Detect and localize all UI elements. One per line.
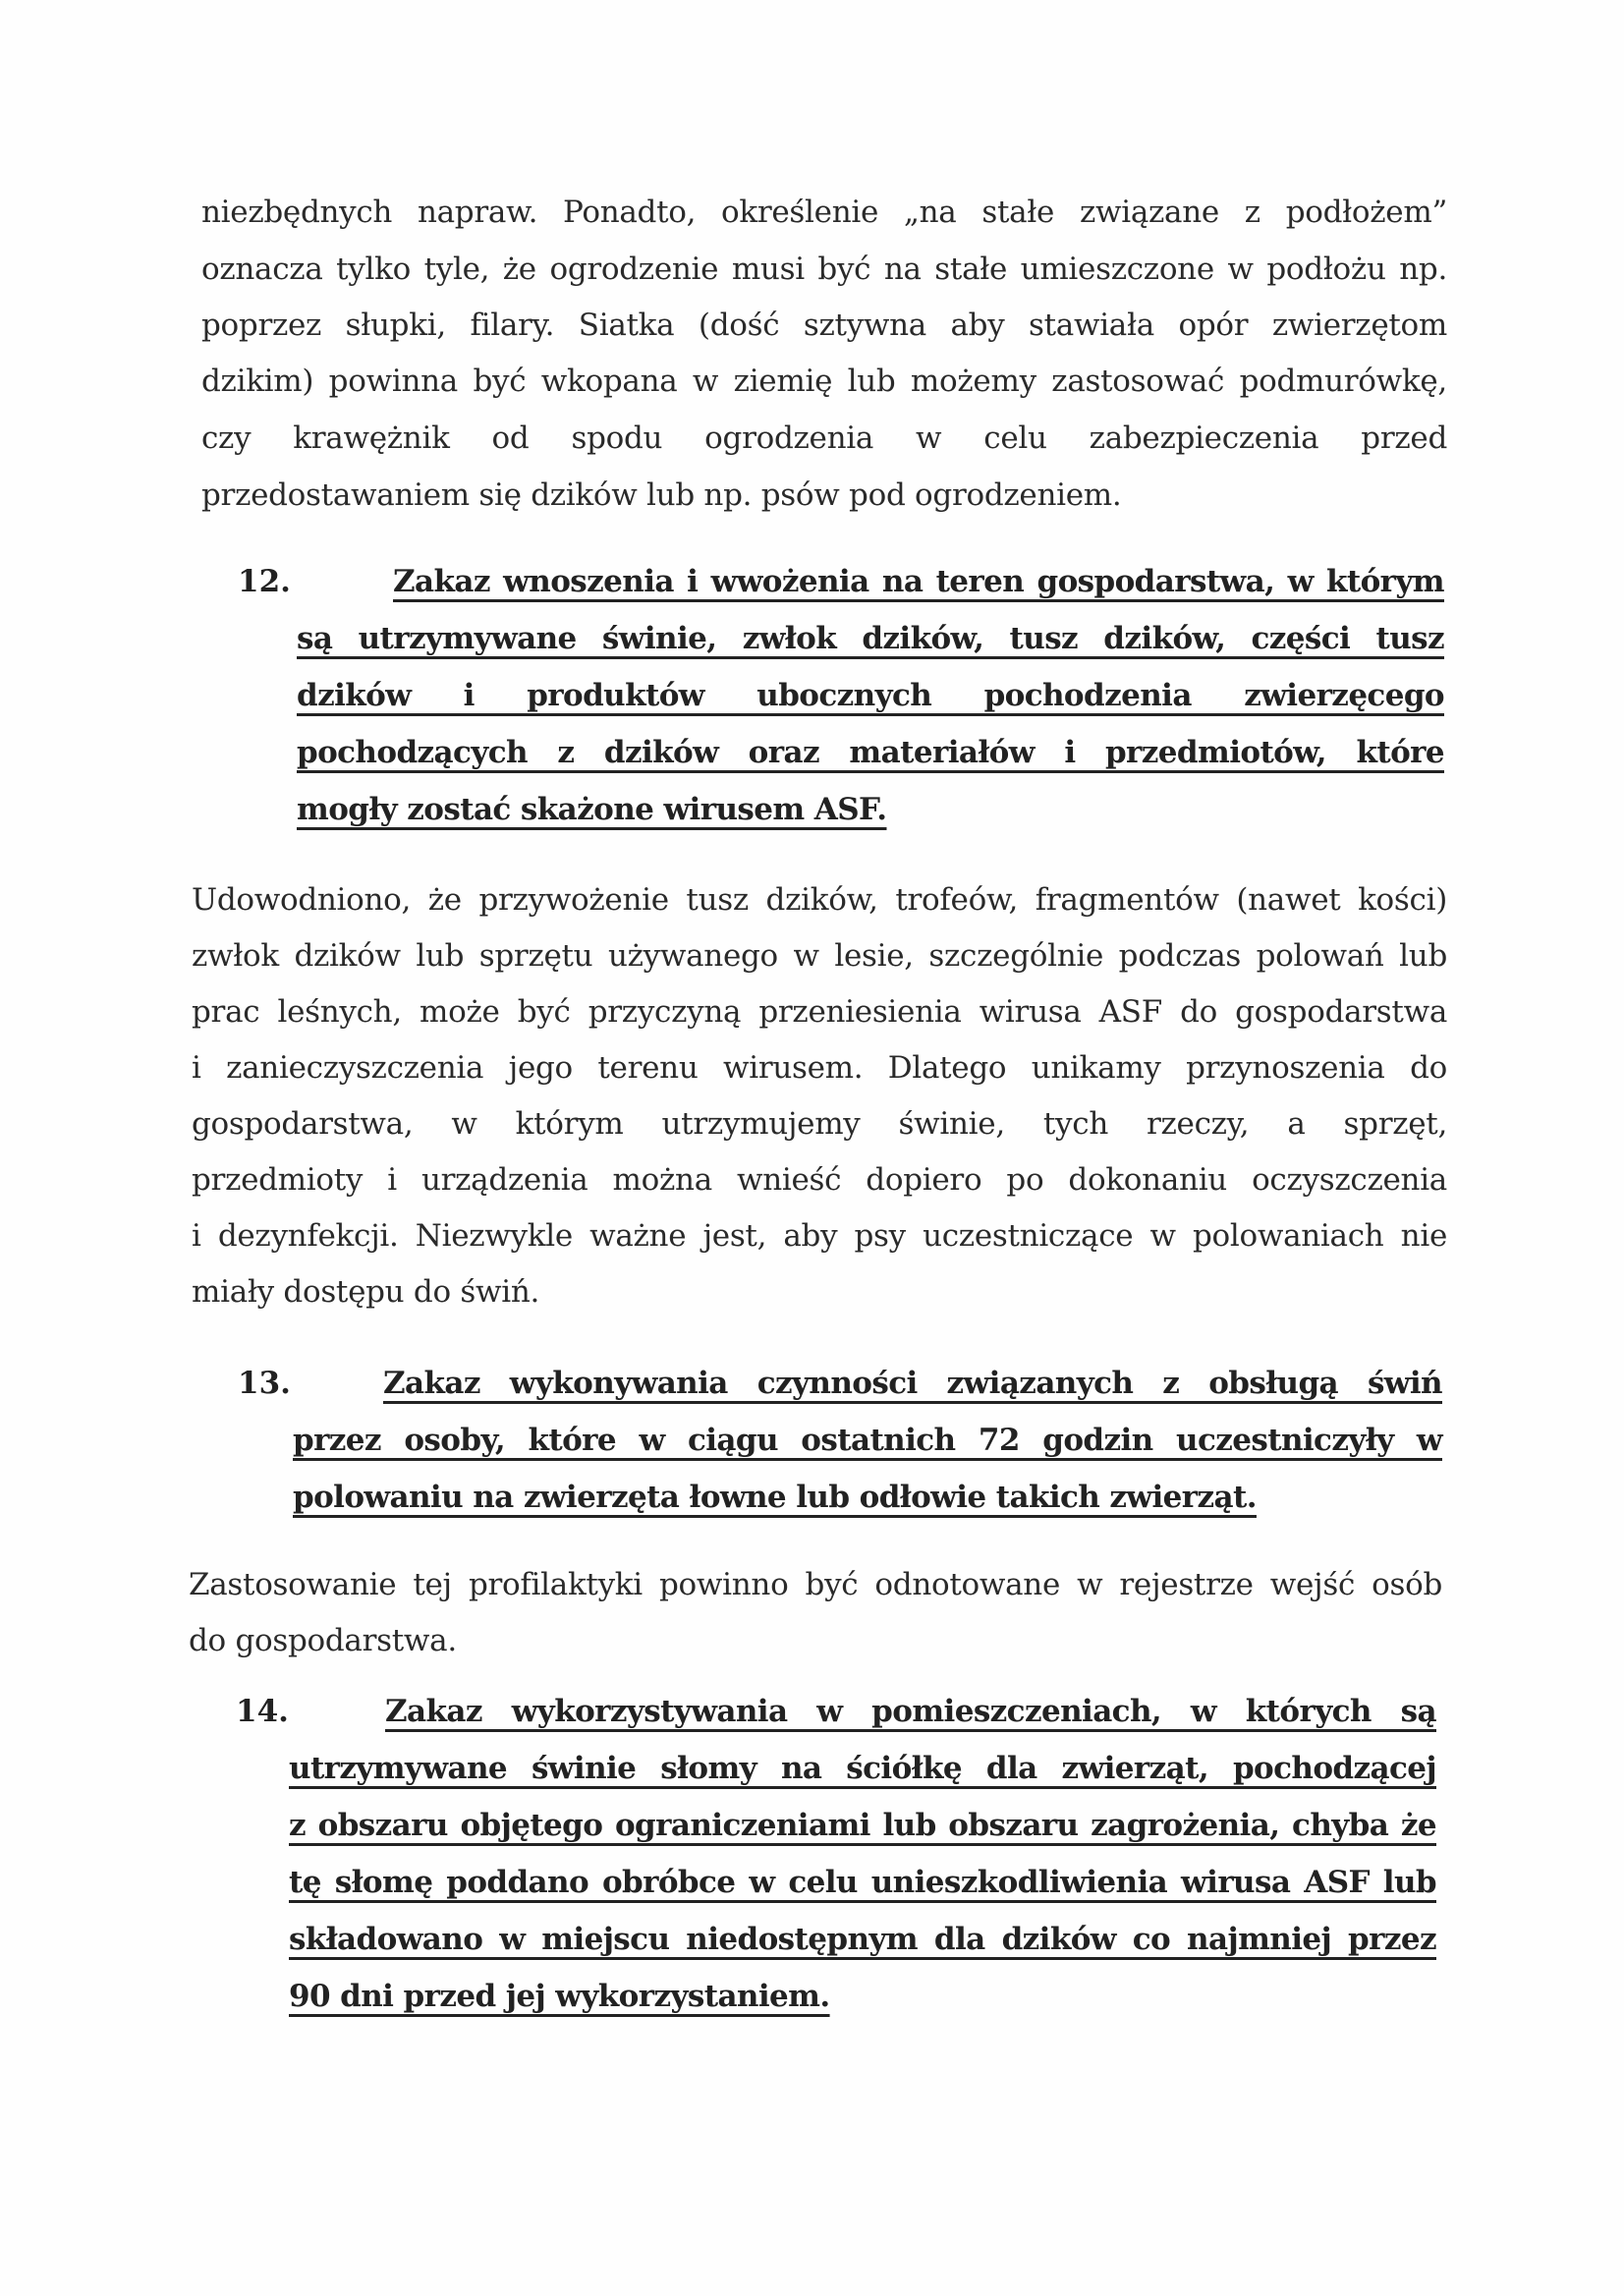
section-body-line: do gospodarstwa.	[189, 1623, 457, 1658]
section-body-line: i dezynfekcji. Niezwykle ważne jest, aby psy uczestniczące w polowaniach nie	[192, 1218, 1447, 1254]
section-body-line: Zastosowanie tej profilaktyki powinno być odnotowane w rejestrze wejść osób	[189, 1567, 1442, 1602]
section-heading-line: składowano w miejscu niedostępnym dla dzików co najmniej przez	[289, 1922, 1436, 1957]
section-heading-line: Zakaz wykorzystywania w pomieszczeniach, w których są	[385, 1694, 1436, 1729]
section-heading-line: z obszaru objętego ograniczeniami lub obszaru zagrożenia, chyba że	[289, 1808, 1436, 1843]
intro-line: niezbędnych napraw. Ponadto, określenie „na stałe związane z podłożem”	[201, 195, 1447, 230]
section-heading-line: polowaniu na zwierzęta łowne lub odłowie takich zwierząt.	[293, 1480, 1257, 1515]
section-heading-line: tę słomę poddano obróbce w celu unieszkodliwienia wirusa ASF lub	[289, 1865, 1436, 1900]
section-heading-line: Zakaz wnoszenia i wwożenia na teren gospodarstwa, w którym	[393, 564, 1444, 599]
section-number: 12.	[238, 564, 291, 599]
intro-line: poprzez słupki, filary. Siatka (dość sztywna aby stawiała opór zwierzętom	[201, 308, 1447, 343]
section-body-line: zwłok dzików lub sprzętu używanego w lesie, szczególnie podczas polowań lub	[192, 938, 1447, 974]
section-body-line: miały dostępu do świń.	[192, 1274, 540, 1310]
section-heading-line: mogły zostać skażone wirusem ASF.	[297, 792, 887, 827]
section-body-line: i zanieczyszczenia jego terenu wirusem. Dlatego unikamy przynoszenia do	[192, 1050, 1447, 1086]
intro-line: przedostawaniem się dzików lub np. psów pod ogrodzeniem.	[201, 477, 1122, 513]
section-heading-line: są utrzymywane świnie, zwłok dzików, tusz dzików, części tusz	[297, 621, 1444, 656]
section-number: 13.	[238, 1366, 291, 1401]
intro-line: oznacza tylko tyle, że ogrodzenie musi być na stałe umieszczone w podłożu np.	[201, 252, 1447, 287]
section-heading-line: dzików i produktów ubocznych pochodzenia zwierzęcego	[297, 678, 1444, 713]
section-body-line: przedmioty i urządzenia można wnieść dopiero po dokonaniu oczyszczenia	[192, 1162, 1447, 1198]
section-body-line: gospodarstwa, w którym utrzymujemy świnie, tych rzeczy, a sprzęt,	[192, 1106, 1447, 1142]
section-heading-line: utrzymywane świnie słomy na ściółkę dla zwierząt, pochodzącej	[289, 1751, 1436, 1786]
section-heading-line: pochodzących z dzików oraz materiałów i przedmiotów, które	[297, 735, 1444, 770]
section-heading-line: przez osoby, które w ciągu ostatnich 72 godzin uczestniczyły w	[293, 1423, 1442, 1458]
section-heading-line: 90 dni przed jej wykorzystaniem.	[289, 1979, 830, 2014]
intro-line: dzikim) powinna być wkopana w ziemię lub możemy zastosować podmurówkę,	[201, 364, 1447, 399]
section-heading-line: Zakaz wykonywania czynności związanych z obsługą świń	[383, 1366, 1442, 1401]
section-body-line: Udowodniono, że przywożenie tusz dzików, trofeów, fragmentów (nawet kości)	[192, 882, 1447, 918]
section-body-line: prac leśnych, może być przyczyną przeniesienia wirusa ASF do gospodarstwa	[192, 994, 1447, 1030]
section-number: 14.	[236, 1694, 289, 1729]
intro-line: czy krawężnik od spodu ogrodzenia w celu zabezpieczenia przed	[201, 420, 1447, 456]
